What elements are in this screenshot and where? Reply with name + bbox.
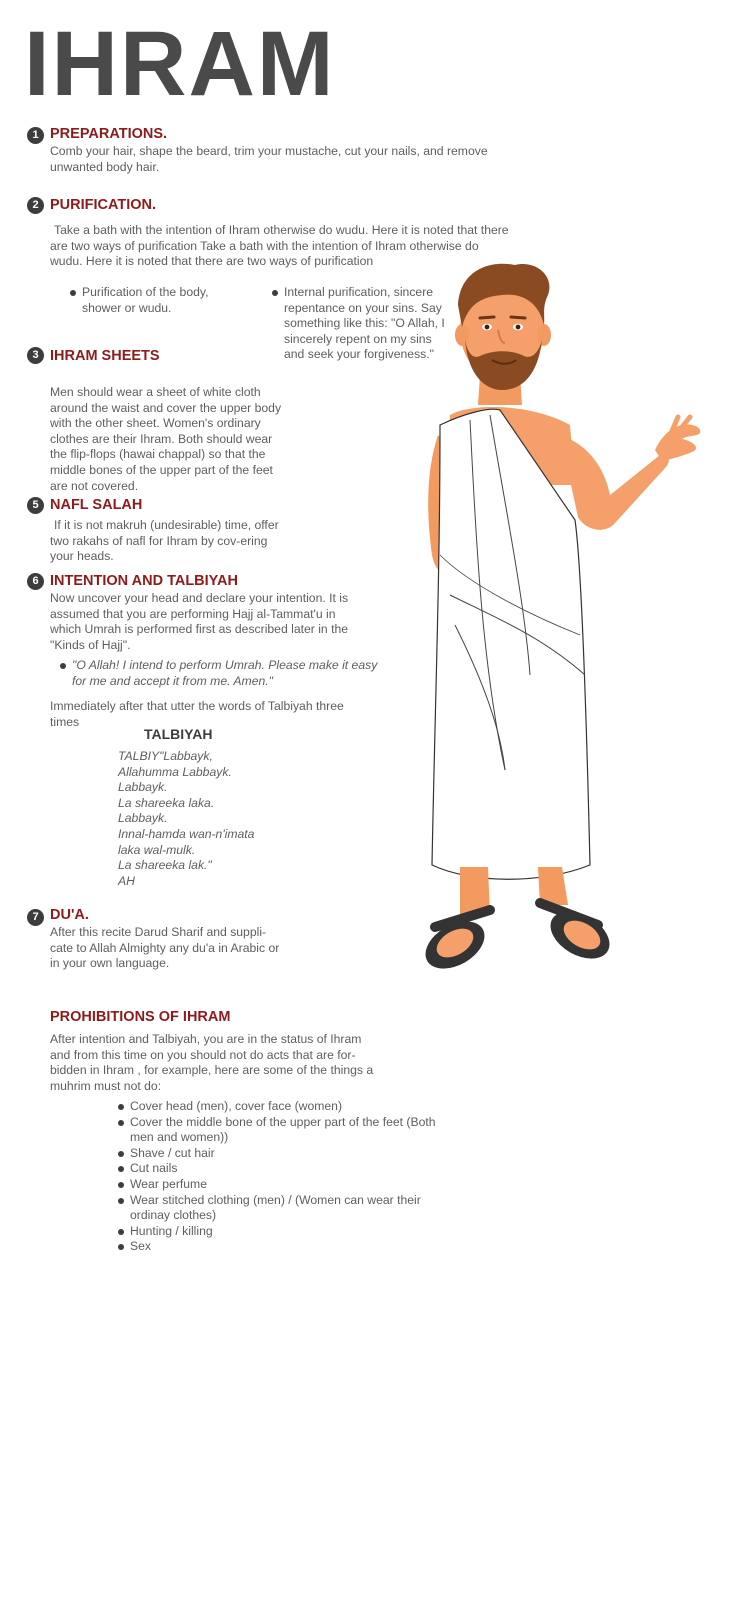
purification-heading: PURIFICATION. <box>50 197 157 213</box>
nafl-salah-text: If it is not makruh (undesirable) time, offer two rakahs of nafl for Ihram by cov-ering your heads. <box>50 518 279 564</box>
list-item: Wear perfume <box>118 1177 448 1193</box>
step-number-7: 7 <box>27 909 44 926</box>
talbiyah-lines <box>118 749 318 889</box>
step-number-5: 5 <box>27 497 44 514</box>
talbiyah-line: La shareeka laka. <box>118 795 215 810</box>
talbiyah-line: Labbayk. <box>118 780 168 795</box>
prohibitions-heading: PROHIBITIONS OF IHRAM <box>50 1009 231 1025</box>
purification-list-left <box>70 285 230 316</box>
list-item: Shave / cut hair <box>118 1146 448 1162</box>
list-item: Cover head (men), cover face (women) <box>118 1099 448 1115</box>
ihram-sheets-heading: IHRAM SHEETS <box>50 348 160 364</box>
list-item: Purification of the body, shower or wudu. <box>70 285 230 316</box>
ihram-sheets-text: Men should wear a sheet of white cloth around the waist and cover the upper body with the other sheet. Women's ordinary clothes are their Ihram. Both should wear the flip-flops (hawai chappal) so that the middle bones of the upper part of the feet are not covered. <box>50 385 282 493</box>
nafl-salah-heading: NAFL SALAH <box>50 497 143 513</box>
talbiyah-line: TALBIY"Labbayk, <box>118 749 213 763</box>
preparations-text: Comb your hair, shape the beard, trim your mustache, cut your nails, and remove unwanted body hair. <box>50 144 488 174</box>
list-item: Sex <box>118 1239 448 1255</box>
dua-heading: DU'A. <box>50 907 89 923</box>
purification-text: Take a bath with the intention of Ihram otherwise do wudu. Here it is noted that there are two ways of purification Take a bath with the intention of Ihram otherwise do wudu. Here it is noted that there are two ways of purification <box>50 223 509 269</box>
intention-quote-list <box>60 658 390 689</box>
step-number-6: 6 <box>27 573 44 590</box>
prohibitions-text: After intention and Talbiyah, you are in the status of Ihram and from this time on you should not do acts that are for-bidden in Ihram , for example, here are some of the things a muhrim must not do: <box>50 1032 374 1093</box>
talbiyah-line: laka wal-mulk. <box>118 842 196 857</box>
list-item: Cover the middle bone of the upper part of the feet (Both men and women)) <box>118 1115 448 1146</box>
prohibitions-list <box>118 1099 448 1255</box>
step-number-2: 2 <box>27 197 44 214</box>
talbiyah-line: AH <box>118 873 135 888</box>
talbiyah-line: Labbayk. <box>118 811 168 826</box>
talbiyah-title: TALBIYAH <box>144 726 213 742</box>
talbiyah-intro-text: Immediately after that utter the words of Talbiyah three times <box>50 699 344 729</box>
list-item: Hunting / killing <box>118 1224 448 1240</box>
talbiyah-line: La shareeka lak." <box>118 858 212 873</box>
step-number-1: 1 <box>27 127 44 144</box>
pilgrim-illustration <box>410 255 710 985</box>
waving-arm-illustration <box>560 417 700 530</box>
step-number-3: 3 <box>27 347 44 364</box>
list-item: Internal purification, sincere repentance on your sins. Say something like this: "O Allah, I sincerely repent on my sins and seek your forgiveness." <box>272 285 450 363</box>
sandals-illustration <box>417 902 617 979</box>
preparations-heading: PREPARATIONS. <box>50 126 168 142</box>
page-title: IHRAM <box>24 13 336 115</box>
head-illustration <box>455 264 551 390</box>
intention-heading: INTENTION AND TALBIYAH <box>50 573 238 589</box>
list-item: Wear stitched clothing (men) / (Women can wear their ordinay clothes) <box>118 1193 448 1224</box>
dua-text: After this recite Darud Sharif and suppli-cate to Allah Almighty any du'a in Arabic or in your own language. <box>50 925 280 971</box>
talbiyah-line: Allahumma Labbayk. <box>118 764 232 779</box>
intention-quote: "O Allah! I intend to perform Umrah. Please make it easy for me and accept it from me. Amen." <box>60 658 390 689</box>
list-item: Cut nails <box>118 1161 448 1177</box>
intention-text: Now uncover your head and declare your intention. It is assumed that you are performing Hajj al-Tammat'u in which Umrah is performed first as described later in the "Kinds of Hajj". <box>50 591 349 652</box>
talbiyah-line: Innal-hamda wan-n'imata <box>118 826 255 841</box>
